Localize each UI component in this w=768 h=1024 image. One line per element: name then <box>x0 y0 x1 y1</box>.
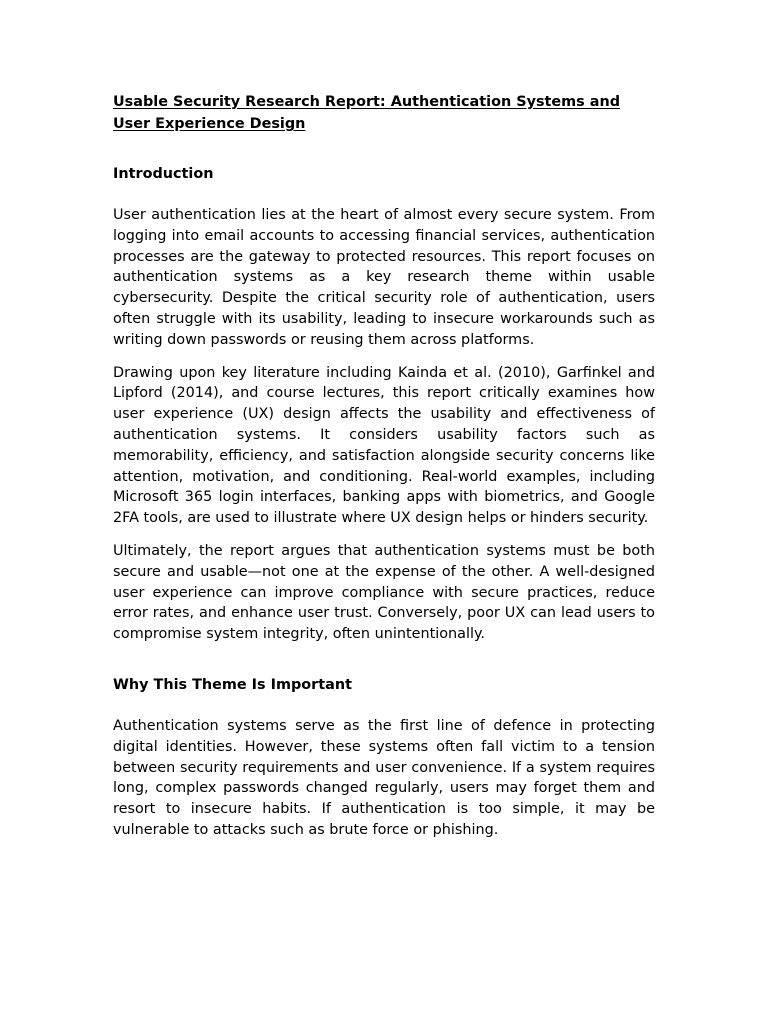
section-why-this-theme-is-important <box>113 675 655 841</box>
paragraph: User authentication lies at the heart of almost every secure system. From logging into email accounts to accessing financial services, authentication processes are the gateway to protected resources. This report focuses on authentication systems as a key research theme within usable cybersecurity. Despite the critical security role of authentication, users often struggle with its usability, leading to insecure workarounds such as writing down passwords or reusing them across platforms. <box>113 207 655 348</box>
section-heading-why-important: Why This Theme Is Important <box>113 676 352 693</box>
section-heading-introduction: Introduction <box>113 166 214 182</box>
document-page <box>113 91 655 841</box>
section-introduction <box>113 164 655 645</box>
paragraph: Ultimately, the report argues that authentication systems must be both secure and usable—not one at the expense of the other. A well-designed user experience can improve compliance with secure practices, reduce error rates, and enhance user trust. Conversely, poor UX can lead users to compromise system integrity, often unintentionally. <box>113 542 655 643</box>
paragraph: Authentication systems serve as the first line of defence in protecting digital identities. However, these systems often fall victim to a tension between security requirements and user convenience. If a system requires long, complex passwords changed regularly, users may forget them and resort to insecure habits. If authentication is too simple, it may be vulnerable to attacks such as brute force or phishing. <box>113 717 655 838</box>
document-title: Usable Security Research Report: Authentication Systems and User Experience Design <box>113 94 620 132</box>
paragraph: Drawing upon key literature including Kainda et al. (2010), Garfinkel and Lipford (2014), and course lectures, this report critically examines how user experience (UX) design affects the usability and effectiveness of authentication systems. It considers usability factors such as memorability, efficiency, and satisfaction alongside security concerns like attention, motivation, and conditioning. Real-world examples, including Microsoft 365 login interfaces, banking apps with biometrics, and Google 2FA tools, are used to illustrate where UX design helps or hinders security. <box>113 364 655 527</box>
